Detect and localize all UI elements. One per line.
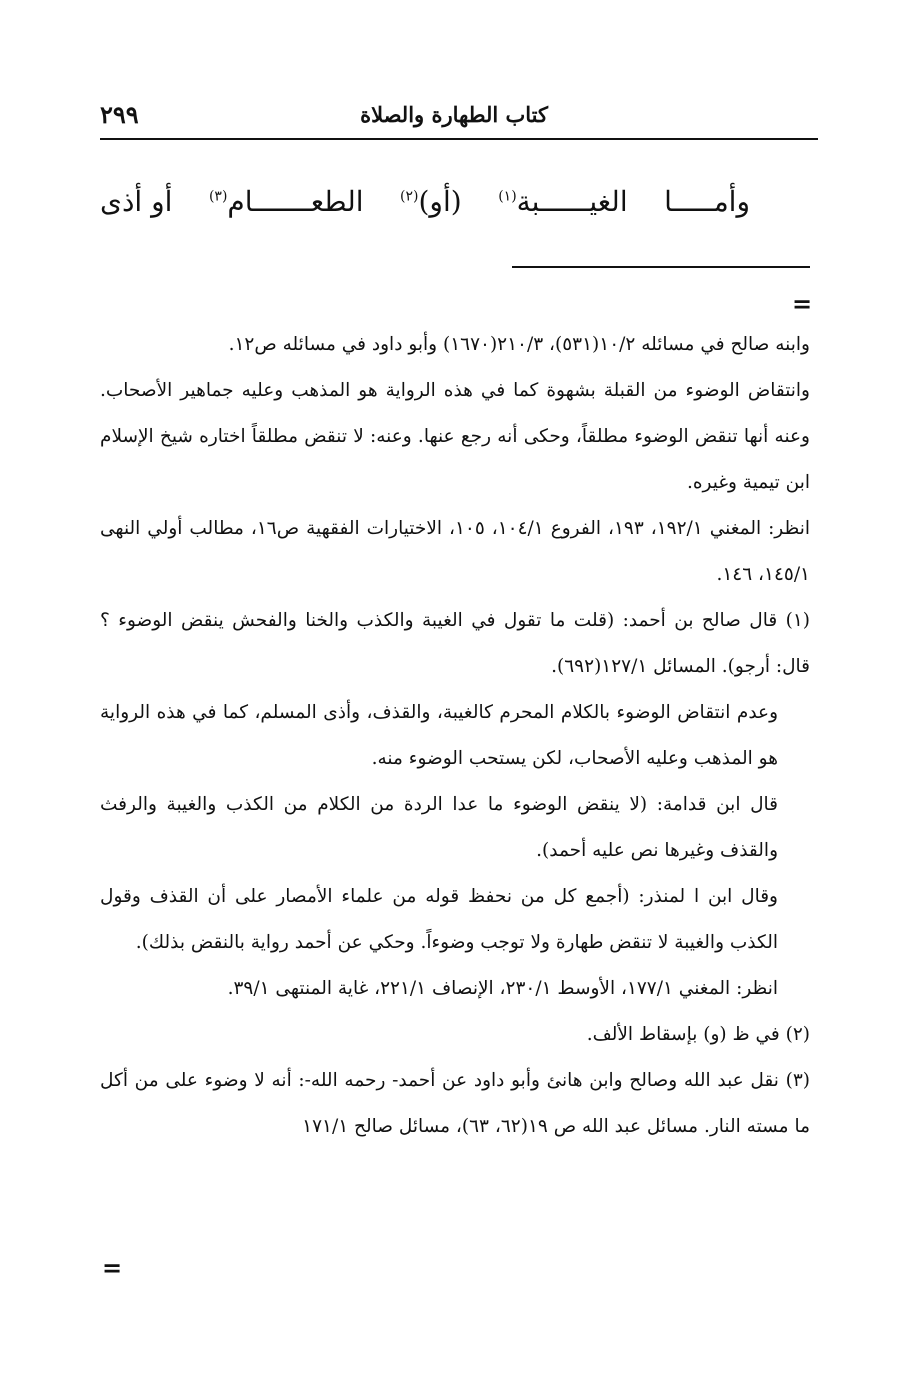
continuation-mark-top: = (792, 289, 813, 318)
footnote-ref-2: (٢) (400, 188, 419, 205)
main-word-4: الطعـــــــام (227, 185, 364, 218)
continuation-mark-bottom: = (102, 1253, 123, 1282)
main-word-5: أو أذى (100, 185, 173, 218)
note-paragraph-1: وابنه صالح في مسائله ١٠/٢(٥٣١)، ٢١٠/٣(١٦٧٠) وأبو داود في مسائله ص١٢. (228, 334, 810, 355)
main-word-3: (أو) (418, 185, 462, 218)
note-paragraph-2: وانتقاض الوضوء من القبلة بشهوة كما في هذه الرواية هو المذهب وعليه جماهير الأصحاب. وعنه أنها تنقض الوضوء مطلقاً، وحكى أنه رجع عنها. وعنه: لا تنقض مطلقاً اختاره شيخ الإسلام ابن تيمية وغيره. (100, 380, 810, 493)
main-word-4-group (209, 185, 364, 218)
footnote-divider (512, 266, 810, 268)
main-word-2-group (498, 185, 627, 218)
main-text-line (100, 185, 750, 218)
note-paragraph-8: انظر: المغني ١٧٧/١، الأوسط ٢٣٠/١، الإنصاف ٢٢١/١، غاية المنتهى ٣٩/١. (227, 978, 778, 999)
footnotes (100, 322, 810, 1150)
book-title: كتاب الطهارة والصلاة (360, 102, 548, 127)
note-paragraph-3: انظر: المغني ١٩٢/١، ١٩٣، الفروع ١٠٤/١، ١٠٥، الاختيارات الفقهية ص١٦، مطالب أولي النهى ١٤٥/١، ١٤٦. (100, 518, 810, 585)
footnote-3: (٣) نقل عبد الله وصالح وابن هانئ وأبو داود عن أحمد- رحمه الله-: أنه لا وضوء على من أكل ما مسته النار. مسائل عبد الله ص ١٩(٦٢، ٦٣)، مسائل صالح ١٧١/١ (100, 1070, 810, 1137)
note-paragraph-7: وقال ابن ا لمنذر: (أجمع كل من نحفظ قوله من علماء الأمصار على أن القذف وقول الكذب والغيبة لا تنقض طهارة ولا توجب وضوءاً. وحكي عن أحمد رواية بالنقض بذلك). (100, 886, 778, 953)
footnote-1: (١) قال صالح بن أحمد: (قلت ما تقول في الغيبة والكذب والخنا والفحش ينقض الوضوء ؟ قال: أرجو). المسائل ١٢٧/١(٦٩٢). (100, 610, 810, 677)
page-header (100, 100, 818, 134)
note-paragraph-6: قال ابن قدامة: (لا ينقض الوضوء ما عدا الردة من الكلام من الكذب والغيبة والرفث والقذف وغيرها نص عليه أحمد). (100, 794, 778, 861)
note-paragraph-5: وعدم انتقاض الوضوء بالكلام المحرم كالغيبة، والقذف، وأذى المسلم، كما في هذه الرواية هو المذهب وعليه الأصحاب، لكن يستحب الوضوء منه. (100, 702, 778, 769)
footnote-2: (٢) في ظ (و) بإسقاط الألف. (586, 1024, 810, 1045)
page-number: ٢٩٩ (100, 100, 139, 129)
main-word-3-group (400, 185, 462, 218)
footnote-ref-1: (١) (498, 188, 517, 205)
footnote-ref-3: (٣) (208, 188, 228, 205)
main-word-2: الغيــــــبة (516, 185, 628, 218)
main-word-1: وأمـــــا (664, 185, 750, 218)
header-divider (100, 138, 818, 140)
